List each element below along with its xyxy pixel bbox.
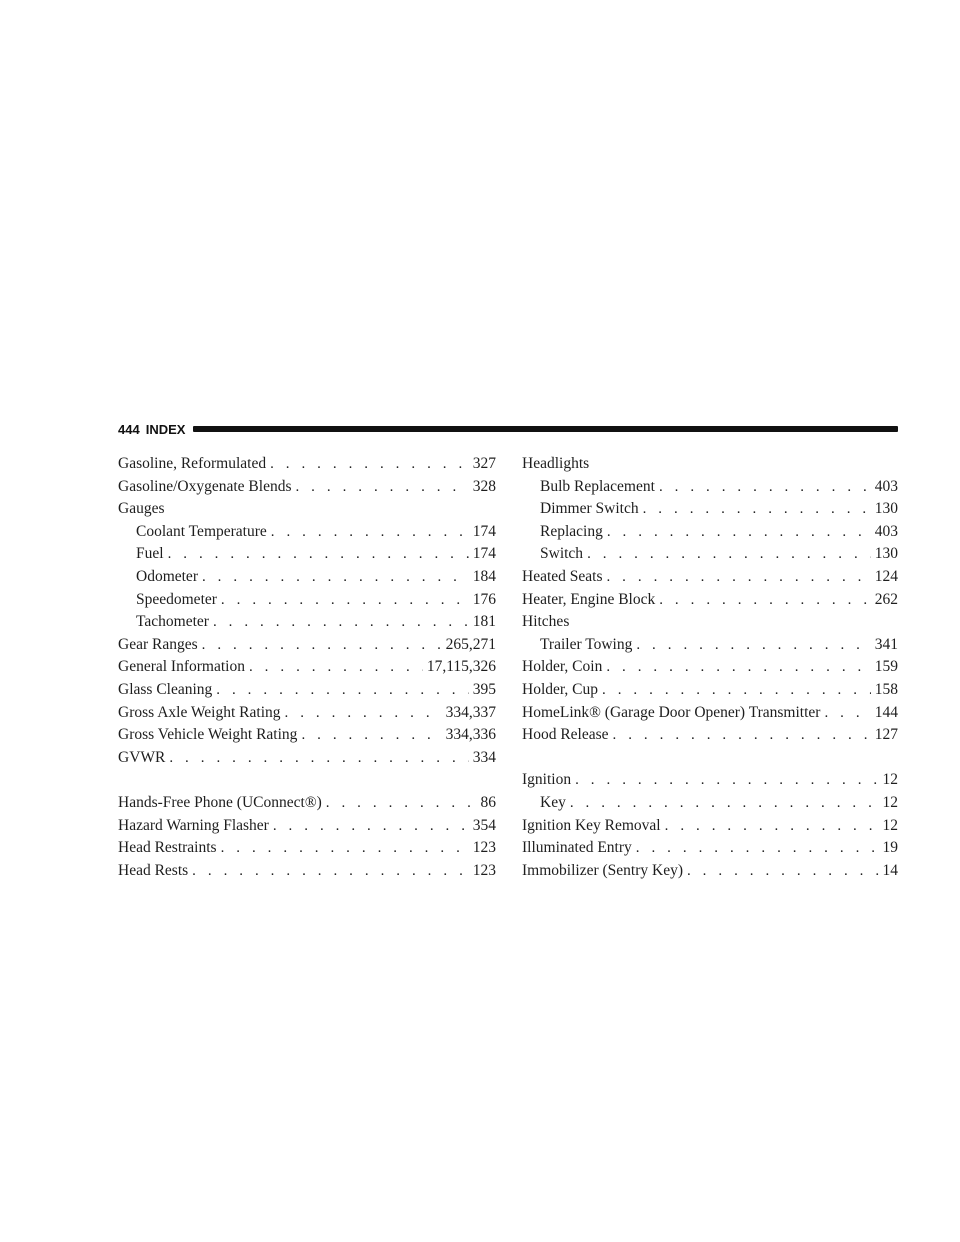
entry-label: Gross Vehicle Weight Rating [118,726,298,744]
entry-label: Gross Axle Weight Rating [118,703,281,721]
entry-label: Hands-Free Phone (UConnect®) [118,793,322,811]
entry-label: Illuminated Entry [522,839,632,857]
dot-leader [168,543,469,566]
entry-label: GVWR [118,748,166,766]
dot-leader [192,860,469,883]
entry-page-number: 12 [882,793,898,811]
index-column-right [522,453,898,882]
index-heading [522,453,898,476]
entry-page-number: 265,271 [445,635,496,653]
entry-page-number: 334,337 [445,703,496,721]
entry-page-number: 144 [874,703,898,721]
entry-label: Holder, Coin [522,658,603,676]
dot-leader [613,724,871,747]
entry-page-number: 12 [882,771,898,789]
dot-leader [636,634,870,657]
dot-leader [570,792,879,815]
entry-page-number: 124 [874,567,898,585]
index-entry [118,679,496,702]
dot-leader [587,543,871,566]
dot-leader [575,769,878,792]
index-entry [118,543,496,566]
entry-label: Headlights [522,455,590,472]
index-entry [522,679,898,702]
dot-leader [249,656,423,679]
entry-page-number: 176 [472,590,496,608]
index-entry [522,769,898,792]
entry-page-number: 123 [472,839,496,857]
entry-page-number: 395 [472,680,496,698]
index-entry [118,656,496,679]
entry-label: Hitches [522,613,570,631]
entry-page-number: 174 [472,545,496,563]
dot-leader [636,837,879,860]
entry-page-number: 19 [882,839,898,857]
dot-leader [202,566,469,589]
entry-label: Head Rests [118,861,189,879]
index-entry [522,860,898,883]
entry-label: Key [540,793,566,811]
index-entry [522,589,898,612]
dot-leader [326,792,477,815]
dot-leader [606,566,870,589]
dot-leader [606,656,870,679]
entry-page-number: 341 [874,635,898,653]
page-header [118,419,898,439]
entry-label: Glass Cleaning [118,680,213,698]
dot-leader [659,589,871,612]
index-heading [118,498,496,521]
entry-label: Gasoline/Oxygenate Blends [118,477,292,495]
entry-page-number: 403 [874,522,898,540]
entry-label: Head Restraints [118,839,217,857]
index-entry [118,521,496,544]
entry-label: Gauges [118,500,165,518]
entry-label: Trailer Towing [540,635,633,653]
index-entry [522,702,898,725]
dot-leader [271,521,469,544]
dot-leader [216,679,468,702]
entry-page-number: 17,115,326 [426,658,496,676]
index-entry [522,521,898,544]
entry-label: Fuel [136,545,164,563]
dot-leader [213,611,469,634]
dot-leader [295,476,468,499]
index-entry [118,702,496,725]
index-entry [118,453,496,476]
dot-leader [602,679,871,702]
entry-label: Heated Seats [522,567,603,585]
entry-page-number: 403 [874,477,898,495]
entry-page-number: 159 [874,658,898,676]
index-entry [522,498,898,521]
index-entry [522,656,898,679]
index-entry [118,792,496,815]
dot-leader [169,747,468,770]
index-entry [118,611,496,634]
dot-leader [607,521,871,544]
entry-label: Switch [540,545,584,563]
entry-page-number: 130 [874,545,898,563]
entry-page-number: 262 [874,590,898,608]
header-rule [193,426,898,432]
dot-leader [202,634,442,657]
entry-label: Odometer [136,567,198,585]
entry-label: Bulb Replacement [540,477,655,495]
index-entry [522,724,898,747]
entry-label: Dimmer Switch [540,500,639,518]
dot-leader [273,815,469,838]
dot-leader [221,837,469,860]
index-entry [522,792,898,815]
entry-page-number: 123 [472,861,496,879]
page-number: 444 [118,421,140,437]
dot-leader [687,860,879,883]
entry-label: Replacing [540,522,603,540]
entry-label: Heater, Engine Block [522,590,656,608]
entry-page-number: 130 [874,500,898,518]
index-column-left [118,453,496,882]
index-entry [118,589,496,612]
entry-page-number: 181 [472,613,496,631]
entry-page-number: 12 [882,816,898,834]
entry-page-number: 184 [472,567,496,585]
entry-page-number: 158 [874,680,898,698]
entry-label: Ignition [522,771,572,789]
index-entry [118,747,496,770]
section-title: INDEX [145,421,186,437]
entry-page-number: 334,336 [445,726,496,744]
entry-page-number: 328 [472,477,496,495]
entry-label: HomeLink® (Garage Door Opener) Transmitter [522,703,821,721]
dot-leader [824,702,870,725]
index-entry [118,815,496,838]
index-entry [522,837,898,860]
entry-label: Immobilizer (Sentry Key) [522,861,683,879]
entry-page-number: 334 [472,748,496,766]
entry-page-number: 354 [472,816,496,834]
dot-leader [270,453,469,476]
index-entry [118,724,496,747]
entry-label: Holder, Cup [522,680,599,698]
dot-leader [643,498,871,521]
dot-leader [221,589,469,612]
entry-page-number: 14 [882,861,898,879]
entry-label: General Information [118,658,245,676]
index-entry [118,837,496,860]
dot-leader [665,815,879,838]
index-entry [522,476,898,499]
index-entry [118,476,496,499]
entry-page-number: 127 [874,726,898,744]
index-entry [522,543,898,566]
index-entry [118,860,496,883]
entry-label: Coolant Temperature [136,522,267,540]
index-entry [522,634,898,657]
entry-label: Speedometer [136,590,217,608]
entry-label: Tachometer [136,613,209,631]
entry-label: Gasoline, Reformulated [118,455,267,472]
entry-label: Hazard Warning Flasher [118,816,269,834]
dot-leader [285,702,442,725]
index-entry [118,566,496,589]
index-entry [118,634,496,657]
index-entry [522,815,898,838]
dot-leader [659,476,871,499]
entry-label: Gear Ranges [118,635,198,653]
entry-page-number: 174 [472,522,496,540]
index-entry [522,566,898,589]
dot-leader [301,724,441,747]
index-heading [522,611,898,634]
entry-label: Ignition Key Removal [522,816,661,834]
entry-label: Hood Release [522,726,609,744]
entry-page-number: 327 [472,455,496,472]
entry-page-number: 86 [480,793,496,811]
